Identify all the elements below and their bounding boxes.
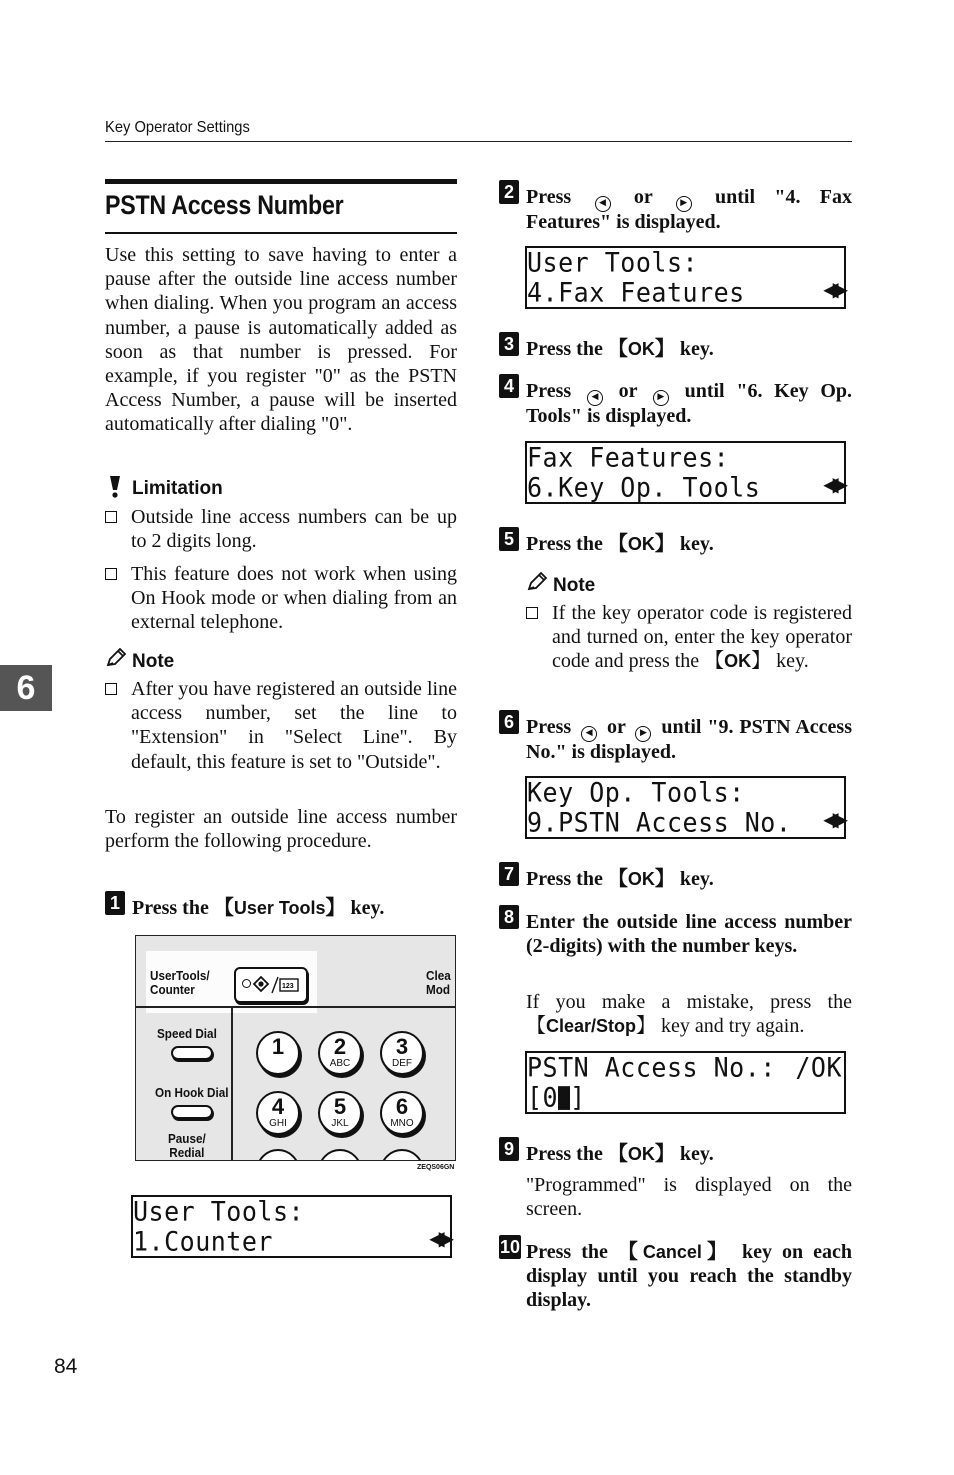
step-3-text: Press the 【OK】 key. [526, 338, 714, 360]
pencil-icon [526, 571, 548, 593]
right-arrow-key-icon: ▶ [676, 196, 692, 212]
key-5[interactable]: 5 JKL [318, 1091, 362, 1135]
step-9-text: Press the 【OK】 key. [526, 1143, 714, 1165]
intro-paragraph: Use this setting to save having to enter a pause after the outside line access number when dialing. When you program an access number, a pause is automatically added as soon as that number is pressed. For example, if you register "0" as the PSTN Access Number, a pause will be inserted automatically after dialing "0". [105, 244, 457, 436]
running-head: Key Operator Settings [105, 119, 250, 136]
step-4-text: Press ◀ or ▶ until "6. Key Op. Tools" is displayed. [526, 380, 852, 427]
left-right-arrows-icon: ◀▶ [823, 807, 842, 831]
step-8-subtext: If you make a mistake, press the 【Clear/Stop】 key and try again. [526, 991, 852, 1038]
note-heading: Note [553, 575, 596, 596]
checkbox-bullet-icon [105, 683, 117, 695]
key-6[interactable]: 6 MNO [380, 1091, 424, 1135]
step-number: 10 [499, 1237, 521, 1257]
left-right-arrows-icon: ◀▶ [823, 472, 842, 496]
lcd-line-2: 9.PSTN Access No. [527, 806, 792, 839]
limitation-list [105, 505, 457, 635]
key-2[interactable]: 2 ABC [318, 1031, 362, 1075]
lcd-line-1: Key Op. Tools: [527, 776, 745, 809]
lcd-line-1: Fax Features: [527, 441, 730, 474]
step-number: 6 [499, 710, 519, 734]
lcd-line-2: 4.Fax Features [527, 276, 745, 309]
step-1-text: Press the 【User Tools】 key. [132, 897, 385, 919]
divider [231, 1006, 233, 1161]
step-6-text: Press ◀ or ▶ until "9. PSTN Access No." is displayed. [526, 716, 852, 763]
key-4[interactable]: 4 GHI [256, 1091, 300, 1135]
left-arrow-key-icon: ◀ [595, 196, 611, 212]
pencil-icon [105, 647, 127, 669]
on-hook-label: On Hook Dial [155, 1085, 229, 1100]
checkbox-bullet-icon [105, 568, 117, 580]
list-item [105, 677, 457, 774]
key-8[interactable] [318, 1149, 362, 1161]
user-tools-key[interactable] [234, 967, 308, 1003]
list-item [105, 505, 457, 555]
lcd-line-1: User Tools: [133, 1195, 305, 1228]
key-3[interactable]: 3 DEF [380, 1031, 424, 1075]
left-arrow-key-icon: ◀ [581, 726, 597, 742]
left-right-arrows-icon: ◀▶ [429, 1226, 448, 1250]
user-tools-icon [252, 975, 302, 997]
figure-code: ZEQS06GN [417, 1164, 455, 1171]
key-name: 【User Tools】 [213, 897, 346, 919]
lcd-line-1-right: /OK [795, 1051, 842, 1084]
divider [136, 1006, 455, 1008]
title-rule-bottom [105, 232, 457, 234]
step-2-text: Press ◀ or ▶ until "4. Fax Features" is displayed. [526, 186, 853, 233]
control-panel-illustration [135, 935, 456, 1161]
limitation-heading: Limitation [132, 478, 223, 499]
clear-modes-label: Clea Mod [426, 968, 451, 997]
on-hook-dial-button[interactable] [171, 1105, 213, 1119]
cursor-block [558, 1086, 570, 1110]
limitation-item-text: Outside line access numbers can be up to 2 digits long. [131, 506, 457, 553]
step-number: 8 [499, 905, 519, 929]
step-5-text: Press the 【OK】 key. [526, 533, 714, 555]
speed-dial-button[interactable] [171, 1046, 213, 1060]
checkbox-bullet-icon [105, 511, 117, 523]
exclamation-icon [107, 475, 123, 499]
key-9[interactable] [380, 1149, 424, 1161]
right-arrow-key-icon: ▶ [635, 726, 651, 742]
note-header [526, 571, 852, 595]
right-arrow-key-icon: ▶ [653, 390, 669, 406]
lcd-display [525, 776, 846, 839]
limitation-header [105, 475, 457, 499]
lcd-display [525, 1051, 846, 1114]
checkbox-bullet-icon [526, 607, 538, 619]
step-number: 7 [499, 862, 519, 886]
step-9-subtext: "Programmed" is displayed on the screen. [526, 1174, 852, 1221]
lcd-line-2: 1.Counter [133, 1225, 273, 1258]
speed-dial-label: Speed Dial [157, 1026, 217, 1041]
lcd-line-2: 6.Key Op. Tools [527, 471, 761, 504]
note-item-text: After you have registered an outside line access number, set the line to "Extension" in "Select Line". By default, this feature is set to "Outside". [131, 678, 457, 773]
lcd-line-2: [0 ] [527, 1081, 586, 1114]
page-number: 84 [54, 1355, 78, 1378]
usertools-label: UserTools/ Counter [150, 968, 210, 997]
left-right-arrows-icon: ◀▶ [823, 277, 842, 301]
step-number: 1 [105, 891, 125, 915]
step-number: 5 [499, 527, 519, 551]
list-item [105, 562, 457, 635]
limitation-item-text: This feature does not work when using On Hook mode or when dialing from an external telephone. [131, 563, 457, 634]
procedure-intro: To register an outside line access number perform the following procedure. [105, 806, 457, 853]
lcd-display [525, 441, 846, 504]
step-number: 4 [499, 374, 519, 398]
indicator-lamp-icon [242, 979, 251, 988]
header-rule [105, 141, 852, 142]
svg-text:123: 123 [282, 983, 294, 990]
chapter-tab: 6 [0, 665, 52, 711]
key-7[interactable] [256, 1149, 300, 1161]
lcd-line-1: PSTN Access No.: [527, 1051, 776, 1084]
step-number: 2 [499, 180, 519, 204]
step-number: 9 [499, 1137, 519, 1161]
lcd-display [525, 246, 846, 309]
note-header [105, 647, 457, 671]
section-title: PSTN Access Number [105, 190, 344, 220]
left-arrow-key-icon: ◀ [587, 390, 603, 406]
step-7-text: Press the 【OK】 key. [526, 868, 714, 890]
step-8-text: Enter the outside line access number (2-digits) with the number keys. [526, 911, 852, 957]
step-10-text: Press the 【Cancel】 key on each display until you reach the standby display. [526, 1241, 852, 1311]
key-1[interactable]: 1 [256, 1031, 300, 1075]
lcd-display [131, 1195, 452, 1258]
title-rule-top [105, 179, 457, 184]
step-number: 3 [499, 332, 519, 356]
list-item: If the key operator code is registered and turned on, enter the key operator code and press the 【OK】 key. [526, 601, 852, 674]
note-heading: Note [132, 651, 175, 672]
lcd-line-1: User Tools: [527, 246, 699, 279]
pause-redial-label: Pause/ Redial [168, 1131, 206, 1160]
